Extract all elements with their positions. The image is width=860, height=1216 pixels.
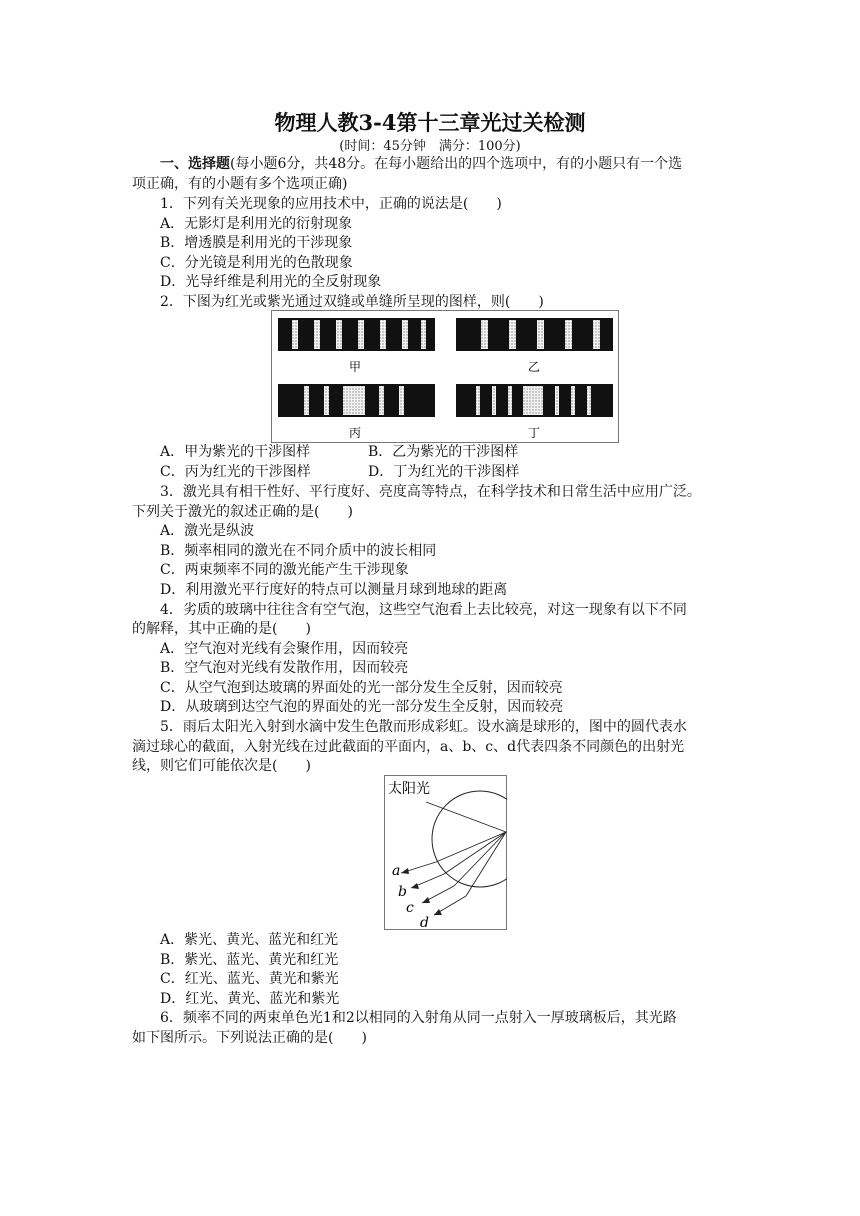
q1-option-a: A．无影灯是利用光的衍射现象	[160, 216, 353, 232]
q4-stem-line1: 4．劣质的玻璃中往往含有空气泡，这些空气泡看上去比较亮，对这一现象有以下不同	[160, 602, 687, 618]
q2-option-d: D．丁为红光的干涉图样	[368, 464, 520, 480]
q4-stem-line2: 的解释，其中正确的是( )	[132, 621, 311, 637]
q3-option-b: B．频率相同的激光在不同介质中的波长相同	[160, 543, 437, 559]
q4-option-d: D．从玻璃到达空气泡的界面处的光一部分发生全反射，因而较亮	[160, 699, 564, 715]
q2-option-b: B．乙为紫光的干涉图样	[368, 444, 519, 460]
section-heading: 一、选择题	[160, 156, 230, 172]
ray-label-a: a	[392, 863, 401, 879]
q5-stem-line1: 5．雨后太阳光入射到水滴中发生色散而形成彩虹。设水滴是球形的，图中的圆代表水	[160, 719, 687, 735]
q5-raindrop-figure	[384, 775, 507, 930]
section-rule-line2: 项正确，有的小题有多个选项正确)	[132, 176, 348, 192]
q3-stem-line1: 3．激光具有相干性好、平行度好、亮度高等特点，在科学技术和日常生活中应用广泛。	[160, 484, 701, 500]
ray-label-c: c	[406, 900, 414, 916]
q1-stem: 1．下列有关光现象的应用技术中，正确的说法是( )	[160, 196, 502, 212]
q6-stem-line2: 如下图所示。下列说法正确的是( )	[132, 1030, 367, 1046]
fig-label-ding: 丁	[527, 426, 541, 440]
q5-stem-line3: 线，则它们可能依次是( )	[132, 758, 311, 774]
ray-label-b: b	[398, 884, 407, 900]
sunlight-label: 太阳光	[388, 781, 430, 797]
q3-option-d: D．利用激光平行度好的特点可以测量月球到地球的距离	[160, 582, 508, 598]
q2-stem: 2．下图为红光或紫光通过双缝或单缝所呈现的图样，则( )	[160, 294, 544, 310]
q5-option-a: A．紫光、黄光、蓝光和红光	[160, 932, 339, 948]
fringe-pattern-jia	[278, 318, 435, 351]
page-title: 物理人教3-4第十三章光过关检测	[274, 110, 586, 135]
q1-option-c: C．分光镜是利用光的色散现象	[160, 255, 353, 271]
q5-option-c: C．红光、蓝光、黄光和紫光	[160, 971, 339, 987]
ray-label-d: d	[420, 915, 429, 930]
q4-option-a: A．空气泡对光线有会聚作用，因而较亮	[160, 641, 409, 657]
q1-option-d: D．光导纤维是利用光的全反射现象	[160, 274, 382, 290]
q5-option-d: D．红光、黄光、蓝光和紫光	[160, 991, 340, 1007]
fig-label-bing: 丙	[348, 426, 362, 440]
fig-label-jia: 甲	[348, 360, 362, 374]
q3-stem-line2: 下列关于激光的叙述正确的是( )	[132, 504, 353, 520]
fringe-pattern-ding	[456, 384, 613, 417]
q1-option-b: B．增透膜是利用光的干涉现象	[160, 235, 353, 251]
fig-label-yi: 乙	[527, 360, 541, 374]
section-instructions	[160, 155, 682, 174]
q2-option-a: A．甲为紫光的干涉图样	[160, 444, 311, 460]
q6-stem-line1: 6．频率不同的两束单色光1和2以相同的入射角从同一点射入一厚玻璃板后，其光路	[160, 1010, 677, 1026]
q2-fringe-figure	[271, 310, 619, 443]
q5-stem-line2: 滴过球心的截面，入射光线在过此截面的平面内，a、b、c、d代表四条不同颜色的出射光	[132, 739, 685, 755]
q2-option-c: C．丙为红光的干涉图样	[160, 464, 311, 480]
q3-option-c: C．两束频率不同的激光能产生干涉现象	[160, 562, 409, 578]
q4-option-c: C．从空气泡到达玻璃的界面处的光一部分发生全反射，因而较亮	[160, 680, 563, 696]
section-rule-line1: (每小题6分，共48分。在每小题给出的四个选项中，有的小题只有一个选	[230, 156, 683, 172]
q5-option-b: B．紫光、蓝光、黄光和红光	[160, 952, 339, 968]
exam-info: (时间：45分钟 满分：100分)	[339, 139, 521, 154]
fringe-pattern-bing	[278, 384, 435, 417]
q3-option-a: A．激光是纵波	[160, 523, 255, 539]
fringe-pattern-yi	[456, 318, 613, 351]
q4-option-b: B．空气泡对光线有发散作用，因而较亮	[160, 660, 409, 676]
